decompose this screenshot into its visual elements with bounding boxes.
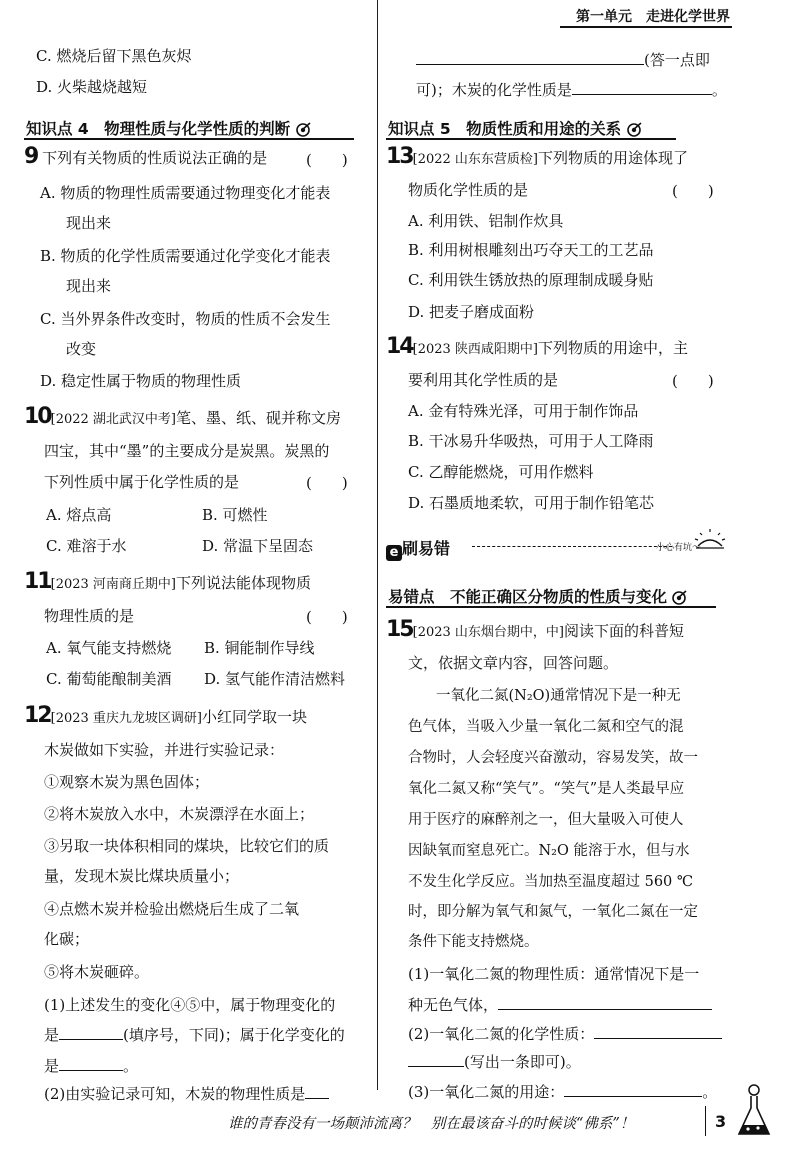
passage-line: 条件下能支持燃烧。 xyxy=(408,934,539,950)
banner-rule xyxy=(472,546,672,547)
question-number: 9 xyxy=(24,144,38,169)
question-9-stem xyxy=(24,144,268,169)
option-b-cont: 现出来 xyxy=(66,277,112,295)
sun-doodle-icon xyxy=(694,528,726,550)
source-tag: [2022 湖北武汉中考] xyxy=(50,412,176,427)
banner-tag: 小心有坑～ xyxy=(656,543,702,553)
text: (3)一氧化二氮的用途： xyxy=(408,1083,565,1101)
passage-line: 因缺氧而窒息死亡。N₂O 能溶于水，但与水 xyxy=(408,843,690,859)
text: (填序号，下同)；属于化学变化的 xyxy=(123,1026,345,1044)
text: (2)一氧化二氮的化学性质： xyxy=(408,1025,595,1043)
passage-line: 不发生化学反应。当加热至温度超过 560 ℃ xyxy=(408,874,694,890)
passage-line: 时，即分解为氧气和氮气，一氧化二氮在一定 xyxy=(408,904,698,920)
stem-text: 下列物质的用途体现了 xyxy=(538,149,689,167)
part-1: (1)一氧化二氮的物理性质：通常情况下是一 xyxy=(408,965,700,983)
question-number: 10 xyxy=(24,404,51,429)
stem-text: 下列有关物质的性质说法正确的是 xyxy=(42,149,268,167)
e-badge-icon: e xyxy=(386,545,402,561)
step-4-cont: 化碳； xyxy=(44,930,90,948)
option-d: D. 常温下呈固态 xyxy=(202,537,314,555)
part-1-cont xyxy=(44,1025,345,1045)
text: (答一点即 xyxy=(644,51,710,69)
option-b: B. 铜能制作导线 xyxy=(204,639,315,657)
stem-text: 小红同学取一块 xyxy=(202,708,308,726)
section-title: 知识点 5 物质性质和用途的关系 xyxy=(388,120,622,138)
part-1-cont xyxy=(408,995,712,1015)
stem-line-2: 木炭做如下实验，并进行实验记录： xyxy=(44,741,285,759)
passage-line: 用于医疗的麻醉剂之一，但大量吸入可使人 xyxy=(408,812,684,828)
step-3-cont: 量，发现木炭比煤块质量小； xyxy=(44,867,240,885)
option-b: B. 利用树根雕刻出巧夺天工的工艺品 xyxy=(408,241,654,259)
answer-paren[interactable]: ( ) xyxy=(306,474,348,492)
option-d: D. 氢气能作清洁燃料 xyxy=(204,670,346,688)
stem-line-3: 下列性质中属于化学性质的是 xyxy=(44,473,240,491)
page-number: 3 xyxy=(715,1112,727,1131)
question-14-stem xyxy=(386,334,689,360)
column-divider xyxy=(377,0,378,1090)
flask-icon xyxy=(734,1082,774,1140)
stem-line-2: 物理性质的是 xyxy=(44,607,135,625)
step-3: ③另取一块体积相同的煤块，比较它们的质 xyxy=(44,837,330,855)
answer-blank[interactable] xyxy=(564,1082,702,1097)
answer-blank[interactable] xyxy=(572,80,712,95)
section-heading-4 xyxy=(26,117,312,139)
question-number: 14 xyxy=(386,334,413,359)
footer-divider xyxy=(705,1106,706,1136)
source-tag: [2022 山东东营质检] xyxy=(412,152,538,167)
part-3 xyxy=(408,1082,717,1102)
option-a: A. 利用铁、铝制作炊具 xyxy=(408,212,564,230)
option-a: A. 物质的物理性质需要通过物理变化才能表 xyxy=(40,184,331,202)
stem-line-2: 文，依据文章内容，回答问题。 xyxy=(408,654,619,672)
text: 。 xyxy=(711,81,727,99)
continued-line-1 xyxy=(416,50,710,70)
option-b: B. 干冰易升华吸热，可用于人工降雨 xyxy=(408,432,654,450)
source-tag: [2023 河南商丘期中] xyxy=(50,577,176,592)
text: 是 xyxy=(44,1026,60,1044)
option-d: D. 石墨质地柔软，可用于制作铅笔芯 xyxy=(408,494,655,512)
step-5: ⑤将木炭砸碎。 xyxy=(44,963,150,981)
text: 。 xyxy=(123,1057,139,1075)
section-title: 易错点 不能正确区分物质的性质与变化 xyxy=(388,588,668,606)
section-rule xyxy=(386,606,716,608)
section-rule xyxy=(386,138,676,140)
option-c-prev: C. 燃烧后留下黑色灰烬 xyxy=(36,47,192,65)
section-title: 知识点 4 物理性质与化学性质的判断 xyxy=(26,120,291,138)
option-a-cont: 现出来 xyxy=(66,214,112,232)
option-c: C. 难溶于水 xyxy=(46,537,127,555)
answer-blank[interactable] xyxy=(498,995,712,1010)
stem-text: 下列物质的用途中，主 xyxy=(538,339,689,357)
answer-blank[interactable] xyxy=(305,1084,329,1099)
answer-paren[interactable]: ( ) xyxy=(672,182,714,200)
option-c: C. 当外界条件改变时，物质的性质不会发生 xyxy=(40,310,331,328)
target-check-icon xyxy=(296,121,312,137)
question-number: 15 xyxy=(386,617,413,642)
passage-line: 氧化二氮又称“笑气”。“笑气”是人类最早应 xyxy=(408,781,685,797)
stem-line-2: 要利用其化学性质的是 xyxy=(408,371,559,389)
text: 种无色气体， xyxy=(408,996,499,1014)
section-rule xyxy=(24,138,354,140)
option-b: B. 物质的化学性质需要通过化学变化才能表 xyxy=(40,247,331,265)
question-11-stem xyxy=(24,569,312,595)
unit-header: 第一单元 走进化学世界 xyxy=(576,9,730,25)
option-d: D. 稳定性属于物质的物理性质 xyxy=(40,372,242,390)
option-c: C. 乙醇能燃烧，可用作燃料 xyxy=(408,463,594,481)
answer-blank[interactable] xyxy=(416,50,644,65)
option-a: A. 熔点高 xyxy=(46,506,112,524)
text: 是 xyxy=(44,1057,60,1075)
question-13-stem xyxy=(386,144,689,170)
header-rule xyxy=(560,26,732,28)
answer-blank[interactable] xyxy=(59,1025,123,1040)
target-check-icon xyxy=(672,589,688,605)
stem-text: 笔、墨、纸、砚并称文房 xyxy=(176,409,342,427)
target-check-icon xyxy=(627,121,643,137)
part-1-end xyxy=(44,1056,138,1076)
stem-text: 阅读下面的科普短 xyxy=(564,622,685,640)
text: (写出一条即可)。 xyxy=(464,1053,581,1071)
part-2 xyxy=(408,1024,722,1044)
continued-line-2 xyxy=(416,80,727,100)
passage-line: 合物时，人会轻度兴奋激动，容易发笑，故一 xyxy=(408,750,698,766)
answer-blank[interactable] xyxy=(408,1052,464,1067)
stem-text: 下列说法能体现物质 xyxy=(176,574,312,592)
brush-error-banner xyxy=(386,536,450,561)
option-d: D. 把麦子磨成面粉 xyxy=(408,303,535,321)
source-tag: [2023 山东烟台期中，中] xyxy=(412,625,564,640)
answer-paren[interactable]: ( ) xyxy=(306,151,348,169)
text: 可)；木炭的化学性质是 xyxy=(416,81,572,99)
answer-paren[interactable]: ( ) xyxy=(672,372,714,390)
step-2: ②将木炭放入水中，木炭漂浮在水面上； xyxy=(44,805,315,823)
option-d-prev: D. 火柴越烧越短 xyxy=(36,78,148,96)
part-2-cont xyxy=(408,1052,581,1072)
stem-line-2: 四宝，其中“墨”的主要成分是炭黑。炭黑的 xyxy=(44,442,330,460)
section-heading-5 xyxy=(388,117,643,139)
step-4: ④点燃木炭并检验出燃烧后生成了二氧 xyxy=(44,900,300,918)
stem-line-2: 物质化学性质的是 xyxy=(408,181,529,199)
question-number: 11 xyxy=(24,569,51,594)
source-tag: [2023 陕西咸阳期中] xyxy=(412,342,538,357)
source-tag: [2023 重庆九龙坡区调研] xyxy=(50,711,202,726)
option-c: C. 葡萄能酿制美酒 xyxy=(46,670,172,688)
question-number: 12 xyxy=(24,703,51,728)
option-c: C. 利用铁生锈放热的原理制成暖身贴 xyxy=(408,271,654,289)
option-c-cont: 改变 xyxy=(66,340,97,358)
part-2 xyxy=(44,1084,329,1104)
answer-blank[interactable] xyxy=(594,1024,722,1039)
passage-line: 一氧化二氮(N₂O)通常情况下是一种无 xyxy=(436,688,681,704)
text: (2)由实验记录可知，木炭的物理性质是 xyxy=(44,1085,306,1103)
part-1: (1)上述发生的变化④⑤中，属于物理变化的 xyxy=(44,996,336,1014)
section-heading-error xyxy=(388,585,688,607)
question-10-stem xyxy=(24,404,342,430)
page-footer xyxy=(0,1102,790,1142)
answer-blank[interactable] xyxy=(59,1056,123,1071)
question-12-stem xyxy=(24,703,308,729)
footer-slogan: 谁的青春没有一场颠沛流离？ 别在最该奋斗的时候谈“佛系”！ xyxy=(228,1116,635,1132)
text: 。 xyxy=(702,1083,718,1101)
answer-paren[interactable]: ( ) xyxy=(306,608,348,626)
step-1: ①观察木炭为黑色固体； xyxy=(44,773,210,791)
question-15-stem xyxy=(386,617,685,643)
question-number: 13 xyxy=(386,144,413,169)
option-a: A. 金有特殊光泽，可用于制作饰品 xyxy=(408,402,639,420)
passage-line: 色气体，当吸入少量一氧化二氮和空气的混 xyxy=(408,719,684,735)
banner-title: 刷易错 xyxy=(402,539,451,558)
option-b: B. 可燃性 xyxy=(202,506,268,524)
option-a: A. 氧气能支持燃烧 xyxy=(46,639,172,657)
